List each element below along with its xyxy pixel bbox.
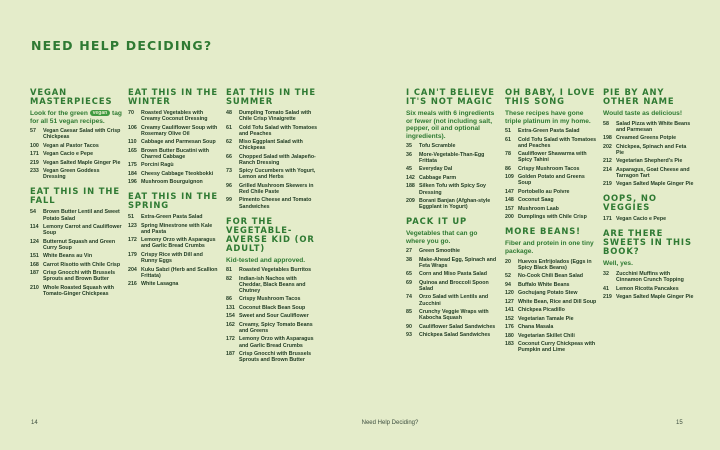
recipe-column bbox=[30, 88, 122, 299]
recipe-entry bbox=[603, 167, 695, 179]
recipe-name: Brown Butter Lentil and Sweet Potato Salad bbox=[43, 209, 120, 222]
recipe-name: Roasted Vegetables Burritos bbox=[239, 267, 312, 274]
recipe-name: White Lasagna bbox=[141, 281, 179, 288]
recipe-name: Tofu Scramble bbox=[419, 143, 456, 150]
recipe-entry bbox=[226, 197, 318, 209]
recipe-page-number: 157 bbox=[505, 205, 514, 212]
recipe-entry bbox=[603, 216, 695, 222]
recipe-page-number: 204 bbox=[128, 266, 137, 273]
recipe-name: Butternut Squash and Green Curry Soup bbox=[43, 238, 116, 251]
recipe-page-number: 147 bbox=[505, 188, 514, 195]
recipe-entry bbox=[128, 139, 220, 145]
section-heading: MORE BEANS! bbox=[505, 226, 581, 237]
recipe-name: Brown Butter Bucatini with Charred Cabbage bbox=[141, 147, 209, 160]
section-heading: EAT THIS IN THE SUMMER bbox=[226, 87, 316, 106]
recipe-page-number: 183 bbox=[505, 341, 514, 348]
recipe-name: Crispy Mushroom Tacos bbox=[239, 296, 301, 303]
recipe-entry bbox=[128, 237, 220, 249]
recipe-page-number: 187 bbox=[226, 351, 235, 358]
recipe-entry bbox=[128, 125, 220, 137]
recipe-entry bbox=[226, 154, 318, 166]
recipe-name: Crispy Mushroom Tacos bbox=[518, 165, 580, 172]
recipe-column bbox=[226, 88, 318, 366]
recipe-name: Creamy Cauliflower Soup with Rosemary Olive Oil bbox=[141, 124, 218, 137]
recipe-entry bbox=[226, 267, 318, 273]
recipe-page-number: 188 bbox=[406, 183, 415, 190]
recipe-page-number: 175 bbox=[128, 162, 137, 169]
recipe-page-number: 66 bbox=[226, 153, 232, 160]
recipe-page-number: 51 bbox=[505, 128, 511, 135]
section-intro bbox=[406, 110, 498, 140]
section-intro bbox=[30, 110, 122, 125]
page-number-left: 14 bbox=[31, 420, 38, 426]
section-heading: OOPS, NO VEGGIES bbox=[603, 193, 657, 213]
recipe-entry bbox=[226, 110, 318, 122]
recipe-page-number: 210 bbox=[30, 284, 39, 291]
recipe-name: Lemon Ricotta Pancakes bbox=[616, 285, 679, 292]
recipe-entry bbox=[128, 162, 220, 168]
recipe-entry bbox=[505, 174, 597, 186]
recipe-entry bbox=[603, 181, 695, 187]
recipe-name: Roasted Vegetables with Creamy Coconut Dressing bbox=[141, 110, 208, 123]
recipe-name: Cold Tofu Salad with Tomatoes and Peaches bbox=[239, 124, 318, 137]
recipe-name: Dumpling Tomato Salad with Chile Crisp Vinaigrette bbox=[239, 110, 312, 123]
page-title: NEED HELP DECIDING? bbox=[31, 38, 213, 53]
recipe-name: Coconut Black Bean Soup bbox=[239, 304, 306, 311]
recipe-entry bbox=[505, 282, 597, 288]
recipe-name: Vegetarian Skillet Chili bbox=[518, 332, 575, 339]
recipe-name: Dumplings with Chile Crisp bbox=[518, 214, 587, 221]
recipe-page-number: 120 bbox=[505, 290, 514, 297]
recipe-name: No-Cook Chili Bean Salad bbox=[518, 273, 584, 280]
recipe-name: Spicy Cucumbers with Yogurt, Lemon and Herbs bbox=[239, 168, 316, 181]
recipe-column bbox=[406, 88, 498, 341]
recipe-name: Vegan Cacio e Pepe bbox=[616, 216, 667, 223]
recipe-entry bbox=[30, 151, 122, 157]
recipe-column bbox=[128, 88, 220, 290]
recipe-page-number: 171 bbox=[30, 151, 39, 158]
recipe-page-number: 172 bbox=[128, 237, 137, 244]
recipe-page-number: 45 bbox=[406, 166, 412, 173]
recipe-page-number: 86 bbox=[226, 296, 232, 303]
running-footer: Need Help Deciding? bbox=[361, 420, 419, 426]
section-heading: FOR THE VEGETABLE-AVERSE KID (OR ADULT) bbox=[226, 215, 315, 253]
recipe-name: Spring Minestrone with Kale and Pasta bbox=[141, 222, 213, 235]
recipe-page-number: 131 bbox=[226, 304, 235, 311]
recipe-page-number: 179 bbox=[128, 251, 137, 258]
recipe-name: Borani Banjan (Afghan-style Eggplant in Yogurt) bbox=[419, 197, 491, 211]
recipe-entry bbox=[226, 168, 318, 180]
intro-text: Look for the green bbox=[30, 110, 88, 117]
recipe-page-number: 176 bbox=[505, 324, 514, 331]
recipe-name: Sweet and Sour Cauliflower bbox=[239, 313, 309, 320]
recipe-name: Zucchini Muffins with Cinnamon Crunch Topping bbox=[616, 271, 684, 284]
recipe-entry bbox=[505, 151, 597, 163]
recipe-page-number: 124 bbox=[30, 238, 39, 245]
recipe-page-number: 99 bbox=[226, 197, 232, 204]
recipe-entry bbox=[505, 316, 597, 322]
recipe-page-number: 78 bbox=[505, 151, 511, 158]
recipe-entry bbox=[505, 307, 597, 313]
section-heading: EAT THIS IN THE SPRING bbox=[128, 191, 218, 211]
recipe-name: Corn and Miso Pasta Salad bbox=[419, 271, 487, 278]
recipe-name: Vegan Salted Maple Ginger Pie bbox=[43, 159, 121, 166]
section-heading: ARE THERE SWEETS IN THIS BOOK? bbox=[603, 228, 692, 257]
recipe-entry bbox=[505, 290, 597, 296]
recipe-column bbox=[505, 88, 597, 356]
recipe-name: Chickpea Salad Sandwiches bbox=[419, 332, 491, 339]
section-intro bbox=[226, 257, 318, 265]
recipe-page-number: 61 bbox=[226, 124, 232, 131]
recipe-entry bbox=[30, 285, 122, 297]
recipe-page-number: 154 bbox=[226, 313, 235, 320]
recipe-page-number: 100 bbox=[30, 142, 39, 149]
section-intro bbox=[603, 110, 695, 118]
recipe-page-number: 57 bbox=[30, 128, 36, 135]
recipe-entry bbox=[226, 322, 318, 334]
recipe-name: Coconut Saag bbox=[518, 197, 554, 204]
recipe-name: Silken Tofu with Spicy Soy Dressing bbox=[419, 183, 487, 196]
recipe-name: Make-Ahead Egg, Spinach and Feta Wraps bbox=[419, 256, 497, 269]
recipe-name: Everyday Dal bbox=[419, 166, 453, 173]
recipe-page-number: 202 bbox=[603, 143, 612, 150]
recipe-entry bbox=[406, 294, 498, 306]
recipe-entry bbox=[406, 271, 498, 277]
recipe-entry bbox=[128, 179, 220, 185]
recipe-entry bbox=[406, 198, 498, 210]
recipe-page-number: 127 bbox=[505, 298, 514, 305]
recipe-page-number: 151 bbox=[30, 253, 39, 260]
recipe-name: Indian-ish Nachos with Cheddar, Black Beans and Chutney bbox=[239, 275, 306, 294]
recipe-name: Vegan Salted Maple Ginger Pie bbox=[616, 181, 694, 188]
section-heading: OH BABY, I LOVE THIS SONG bbox=[505, 87, 596, 106]
recipe-page-number: 65 bbox=[406, 271, 412, 278]
recipe-name: Lemony Orzo with Asparagus and Garlic Bread Crumbs bbox=[239, 336, 314, 349]
recipe-page-number: 168 bbox=[30, 261, 39, 268]
intro-text: Fiber and protein in one tiny package. bbox=[505, 240, 594, 256]
section-heading: PIE BY ANY OTHER NAME bbox=[603, 87, 675, 106]
recipe-page-number: 187 bbox=[30, 270, 39, 277]
recipe-entry bbox=[128, 171, 220, 177]
recipe-name: Quinoa and Broccoli Spoon Salad bbox=[419, 279, 489, 292]
recipe-name: Extra-Green Pasta Salad bbox=[141, 214, 203, 221]
recipe-entry bbox=[226, 296, 318, 302]
recipe-column bbox=[603, 88, 695, 303]
recipe-entry bbox=[30, 160, 122, 166]
recipe-name: Vegetarian Shepherd's Pie bbox=[616, 158, 683, 165]
recipe-entry bbox=[505, 259, 597, 271]
recipe-page-number: 219 bbox=[30, 159, 39, 166]
recipe-entry bbox=[603, 121, 695, 133]
recipe-page-number: 52 bbox=[505, 273, 511, 280]
recipe-entry bbox=[505, 137, 597, 149]
intro-text: Kid-tested and approved. bbox=[226, 256, 306, 264]
recipe-name: Coconut Curry Chickpeas with Pumpkin and Lime bbox=[518, 341, 596, 354]
recipe-page-number: 73 bbox=[226, 168, 232, 175]
recipe-page-number: 110 bbox=[128, 139, 137, 146]
recipe-page-number: 74 bbox=[406, 294, 412, 301]
recipe-page-number: 70 bbox=[128, 110, 134, 116]
section-intro bbox=[505, 110, 597, 125]
recipe-name: Pimento Cheese and Tomato Sandwiches bbox=[239, 197, 312, 210]
recipe-page-number: 36 bbox=[406, 151, 412, 158]
recipe-name: Porcini Ragù bbox=[141, 162, 174, 169]
recipe-page-number: 54 bbox=[30, 209, 36, 216]
recipe-page-number: 69 bbox=[406, 279, 412, 286]
recipe-name: Asparagus, Goat Cheese and Tarragon Tart bbox=[616, 166, 690, 179]
recipe-name: Crisp Gnocchi with Brussels Sprouts and Brown Butter bbox=[239, 351, 312, 364]
recipe-entry bbox=[603, 135, 695, 141]
recipe-entry bbox=[128, 281, 220, 287]
recipe-entry bbox=[128, 214, 220, 220]
recipe-name: Cauliflower Salad Sandwiches bbox=[419, 323, 496, 330]
recipe-entry bbox=[603, 286, 695, 292]
recipe-name: Whole Roasted Squash with Tomato-Ginger Chickpeas bbox=[43, 284, 114, 297]
recipe-name: Gochujang Potato Stew bbox=[518, 290, 578, 297]
recipe-page-number: 172 bbox=[226, 336, 235, 343]
recipe-page-number: 58 bbox=[603, 120, 609, 127]
recipe-entry bbox=[406, 152, 498, 164]
recipe-name: Chickpea, Spinach and Feta Pie bbox=[616, 143, 687, 156]
recipe-page-number: 184 bbox=[128, 170, 137, 177]
section-heading: EAT THIS IN THE WINTER bbox=[128, 87, 218, 106]
recipe-page-number: 212 bbox=[603, 158, 612, 165]
recipe-name: Crispy Rice with Dill and Runny Eggs bbox=[141, 251, 203, 265]
recipe-page-number: 214 bbox=[603, 166, 612, 173]
intro-text: Vegetables that can go where you go. bbox=[406, 230, 478, 245]
recipe-name: White Beans au Vin bbox=[43, 253, 93, 260]
recipe-name: Orzo Salad with Lentils and Zucchini bbox=[419, 294, 489, 307]
recipe-name: Crisp Gnocchi with Brussels Sprouts and Brown Butter bbox=[43, 270, 116, 283]
recipe-page-number: 32 bbox=[603, 271, 609, 278]
recipe-entry bbox=[30, 239, 122, 251]
recipe-page-number: 219 bbox=[603, 294, 612, 301]
section-intro bbox=[603, 260, 695, 268]
recipe-name: Chickpea Picadillo bbox=[518, 307, 565, 314]
recipe-page-number: 198 bbox=[603, 135, 612, 142]
recipe-entry bbox=[30, 209, 122, 221]
recipe-entry bbox=[30, 224, 122, 236]
recipe-entry bbox=[406, 257, 498, 269]
recipe-page-number: 233 bbox=[30, 168, 39, 175]
page-number-right: 15 bbox=[676, 420, 683, 426]
recipe-name: Crunchy Veggie Wraps with Kabocha Squash bbox=[419, 309, 489, 322]
recipe-page-number: 219 bbox=[603, 181, 612, 188]
recipe-entry bbox=[226, 305, 318, 311]
recipe-page-number: 85 bbox=[406, 309, 412, 316]
recipe-name: Vegan al Pastor Tacos bbox=[43, 142, 99, 149]
recipe-page-number: 162 bbox=[226, 321, 235, 328]
recipe-page-number: 200 bbox=[505, 214, 514, 221]
vegan-tag-badge: vegan bbox=[90, 110, 110, 116]
recipe-page-number: 180 bbox=[505, 332, 514, 339]
recipe-name: Vegan Green Goddess Dressing bbox=[43, 168, 100, 181]
recipe-page-number: 20 bbox=[505, 258, 511, 265]
recipe-page-number: 48 bbox=[226, 110, 232, 116]
recipe-page-number: 216 bbox=[128, 281, 137, 288]
intro-text: These recipes have gone triple platinum in my home. bbox=[505, 110, 591, 125]
recipe-name: Salad Pizza with White Beans and Parmesan bbox=[616, 120, 691, 133]
recipe-page-number: 109 bbox=[505, 174, 514, 181]
recipe-entry bbox=[505, 197, 597, 203]
recipe-name: Creamy, Spicy Tomato Beans and Greens bbox=[239, 321, 313, 334]
recipe-page-number: 94 bbox=[505, 281, 511, 288]
recipe-entry bbox=[406, 183, 498, 195]
recipe-entry bbox=[505, 189, 597, 195]
recipe-name: Chana Masala bbox=[518, 324, 554, 331]
recipe-page-number: 38 bbox=[406, 256, 412, 263]
recipe-page-number: 123 bbox=[128, 222, 137, 229]
recipe-name: Kuku Sabzi (Herb and Scallion Frittata) bbox=[141, 266, 218, 279]
recipe-name: Extra-Green Pasta Salad bbox=[518, 128, 580, 135]
section-intro bbox=[406, 230, 498, 245]
recipe-entry bbox=[406, 324, 498, 330]
intro-text: Well, yes. bbox=[603, 260, 633, 268]
recipe-entry bbox=[603, 158, 695, 164]
recipe-name: Carrot Risotto with Chile Crisp bbox=[43, 261, 121, 268]
recipe-name: Cheesy Cabbage Tteokbokki bbox=[141, 170, 214, 177]
recipe-name: Miso Eggplant Salad with Chickpeas bbox=[239, 139, 303, 152]
recipe-page-number: 114 bbox=[30, 223, 39, 230]
recipe-name: Mushroom Laab bbox=[518, 205, 559, 212]
recipe-page-number: 27 bbox=[406, 248, 412, 255]
recipe-entry bbox=[603, 271, 695, 283]
recipe-name: Lemony Orzo with Asparagus and Garlic Bread Crumbs bbox=[141, 237, 216, 250]
recipe-name: Grilled Mushroom Skewers in Red Chile Paste bbox=[239, 182, 314, 195]
recipe-page-number: 141 bbox=[505, 307, 514, 314]
recipe-entry bbox=[30, 168, 122, 180]
recipe-name: Portobello au Poivre bbox=[518, 188, 570, 195]
recipe-entry bbox=[505, 341, 597, 353]
recipe-page-number: 196 bbox=[128, 179, 137, 186]
recipe-page-number: 51 bbox=[128, 214, 134, 221]
recipe-entry bbox=[226, 351, 318, 363]
recipe-entry bbox=[30, 143, 122, 149]
recipe-name: More-Vegetable-Than-Egg Frittata bbox=[419, 151, 485, 164]
recipe-name: Vegan Cacio e Pepe bbox=[43, 151, 94, 158]
recipe-page-number: 106 bbox=[128, 124, 137, 131]
recipe-entry bbox=[128, 267, 220, 279]
recipe-entry bbox=[226, 125, 318, 137]
recipe-entry bbox=[406, 280, 498, 292]
recipe-entry bbox=[505, 273, 597, 279]
recipe-entry bbox=[128, 252, 220, 264]
recipe-entry bbox=[603, 294, 695, 300]
intro-text: Would taste as delicious! bbox=[603, 110, 683, 117]
intro-text: Six meals with 6 ingredients or fewer (not including salt, pepper, oil and optional ingredients). bbox=[406, 110, 495, 140]
recipe-entry bbox=[505, 166, 597, 172]
recipe-page-number: 81 bbox=[226, 267, 232, 274]
recipe-name: Buffalo White Beans bbox=[518, 281, 570, 288]
recipe-entry bbox=[226, 139, 318, 151]
recipe-entry bbox=[128, 148, 220, 160]
recipe-name: Vegan Caesar Salad with Crisp Chickpeas bbox=[43, 128, 121, 141]
recipe-entry bbox=[226, 336, 318, 348]
recipe-entry bbox=[30, 270, 122, 282]
recipe-name: Cabbage and Parmesan Soup bbox=[141, 139, 216, 146]
recipe-name: Cold Tofu Salad with Tomatoes and Peaches bbox=[518, 136, 597, 149]
recipe-page-number: 41 bbox=[603, 285, 609, 292]
section-heading: PACK IT UP bbox=[406, 216, 468, 227]
recipe-name: Creamed Greens Potpie bbox=[616, 135, 677, 142]
recipe-page-number: 35 bbox=[406, 143, 412, 150]
recipe-page-number: 61 bbox=[505, 136, 511, 143]
recipe-page-number: 93 bbox=[406, 332, 412, 339]
recipe-page-number: 148 bbox=[505, 197, 514, 204]
recipe-page-number: 90 bbox=[406, 323, 412, 330]
recipe-entry bbox=[406, 332, 498, 338]
recipe-name: Mushroom Bourguignon bbox=[141, 179, 203, 186]
recipe-name: Cabbage Parm bbox=[419, 174, 457, 181]
recipe-entry bbox=[128, 223, 220, 235]
recipe-page-number: 62 bbox=[226, 139, 232, 146]
recipe-name: Lemony Carrot and Cauliflower Soup bbox=[43, 223, 122, 237]
recipe-page-number: 82 bbox=[226, 275, 232, 282]
recipe-page-number: 152 bbox=[505, 315, 514, 322]
recipe-page-number: 165 bbox=[128, 147, 137, 154]
recipe-entry bbox=[226, 183, 318, 195]
recipe-entry bbox=[226, 313, 318, 319]
section-intro bbox=[505, 240, 597, 255]
recipe-entry bbox=[505, 333, 597, 339]
recipe-name: White Bean, Rice and Dill Soup bbox=[518, 298, 597, 305]
recipe-name: Chopped Salad with Jalapeño-Ranch Dressing bbox=[239, 153, 316, 166]
section-heading: I CAN'T BELIEVE IT'S NOT MAGIC bbox=[406, 87, 495, 106]
intro-text-after: tag for all 51 vegan recipes. bbox=[30, 110, 122, 125]
recipe-entry bbox=[406, 143, 498, 149]
recipe-name: Huevos Enfrijolados (Eggs in Spicy Black Beans) bbox=[518, 258, 592, 271]
recipe-page-number: 86 bbox=[505, 165, 511, 172]
recipe-entry bbox=[505, 324, 597, 330]
recipe-page-number: 142 bbox=[406, 174, 415, 181]
recipe-entry bbox=[505, 299, 597, 305]
recipe-page-number: 96 bbox=[226, 182, 232, 189]
recipe-entry bbox=[505, 214, 597, 220]
recipe-entry bbox=[30, 128, 122, 140]
recipe-entry bbox=[406, 166, 498, 172]
recipe-entry bbox=[226, 276, 318, 294]
recipe-entry bbox=[505, 206, 597, 212]
recipe-entry bbox=[30, 253, 122, 259]
recipe-entry bbox=[406, 248, 498, 254]
section-heading: VEGAN MASTERPIECES bbox=[30, 87, 113, 106]
recipe-entry bbox=[30, 262, 122, 268]
recipe-name: Cauliflower Shawarma with Spicy Tahini bbox=[518, 151, 587, 164]
recipe-name: Golden Potato and Greens Soup bbox=[518, 174, 585, 187]
recipe-entry bbox=[128, 110, 220, 122]
recipe-page-number: 209 bbox=[406, 197, 415, 204]
recipe-entry bbox=[406, 309, 498, 321]
recipe-entry bbox=[505, 128, 597, 134]
recipe-name: Vegan Salted Maple Ginger Pie bbox=[616, 294, 694, 301]
section-heading: EAT THIS IN THE FALL bbox=[30, 186, 120, 206]
recipe-page-number: 171 bbox=[603, 216, 612, 223]
recipe-entry bbox=[603, 144, 695, 156]
recipe-name: Green Smoothie bbox=[419, 248, 460, 255]
recipe-entry bbox=[406, 175, 498, 181]
recipe-name: Vegetarian Tamale Pie bbox=[518, 315, 574, 322]
